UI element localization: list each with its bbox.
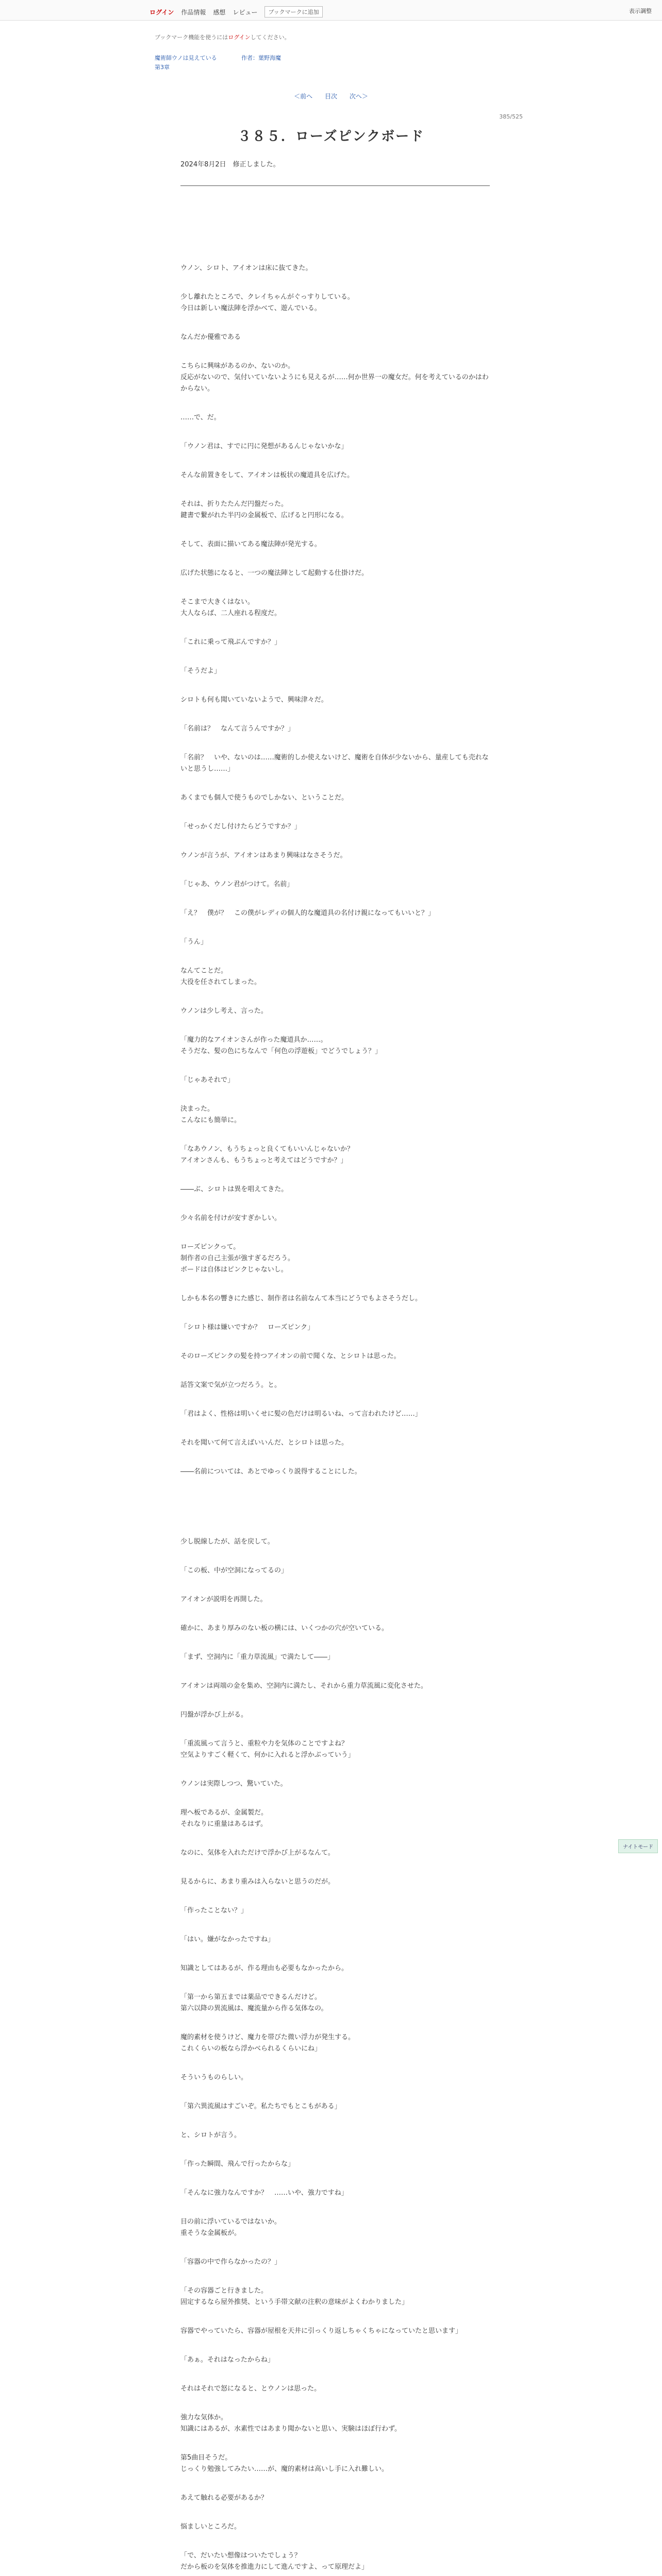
body-paragraph: 「そんなに強力なんですか？ ……いや、強力ですね」 <box>180 2189 348 2197</box>
body-paragraph: 「じゃあそれで」 <box>180 1076 235 1084</box>
body-paragraph: 「シロト様は嫌いですか？ ローズピンク」 <box>180 1324 315 1331</box>
chapter-label: 第3章 <box>155 64 170 71</box>
author-link[interactable]: 葉野海魔 <box>258 55 281 61</box>
body-paragraph: アイオンは両端の金を集め、空洞内に満たし、それから重力草流風に変化させた。 <box>180 1682 427 1690</box>
nav-item-info[interactable]: 作品情報 <box>181 8 206 16</box>
notice-text: ブックマーク機能を使うには <box>155 34 228 41</box>
body-paragraph: 「で、だいたい想像はついたでしょう？ だから板のを気体を推進力にして進んですよ、って原理だよ」 <box>180 2552 369 2571</box>
body-paragraph: 少々名前を付けが安すぎかしい。 <box>180 1214 282 1222</box>
body-paragraph: シロトも何も聞いていないようで、興味津々だ。 <box>180 696 328 704</box>
body-paragraph: こちらに興味があるのか、ないのか。 反応がないので、気付いていないようにも見えるが……何か世界一の魔女だ。何を考えているのかはわからない。 <box>180 362 489 393</box>
body-paragraph: なんだか優雅である <box>180 333 241 341</box>
author-line <box>241 54 281 62</box>
body-paragraph: 広げた状態になると、一つの魔法陣として起動する仕掛けだ。 <box>180 569 369 577</box>
login-link[interactable]: ログイン <box>150 8 174 16</box>
body-paragraph: 「その容器ごと行きました。 固定するなら屋外推奨、という手帯文献の注釈の意味がよくわかりました」 <box>180 2287 409 2306</box>
episode-title: ３８５．ローズピンクボード <box>237 129 425 144</box>
episode-number: 385/525 <box>499 113 523 120</box>
body-paragraph: 「あぁ。それはなったからね」 <box>180 2356 274 2364</box>
scene-break <box>180 1495 490 1536</box>
body-paragraph: 悩ましいところだ。 <box>180 2523 241 2531</box>
night-mode-button[interactable]: ナイトモード <box>618 1839 658 1853</box>
divider <box>180 185 490 186</box>
body-paragraph: 理へ板であるが、金属製だ。 それなりに重量はあるはず。 <box>180 1809 268 1828</box>
body-paragraph: しかも本名の響きにた感じ、制作者は名前なんて本当にどうでもよさそうだし。 <box>180 1295 422 1302</box>
body-paragraph: そこまで大きくはない。 大人ならば、二人座れる程度だ。 <box>180 598 282 617</box>
top-nav <box>150 6 323 18</box>
body-paragraph: 第5曲目そうだ。 じっくり勉強してみたい……が、魔的素材は高いし手に入れ難しい。 <box>180 2454 389 2473</box>
body-paragraph: そして、表面に描いてある魔法陣が発光する。 <box>180 540 321 548</box>
body-paragraph: 「君はよく、性格は明いくせに髪の色だけは明るいね、って言われたけど……」 <box>180 1410 422 1418</box>
body-paragraph: ……で、だ。 <box>180 414 221 421</box>
body-paragraph: 「容器の中で作らなかったの？」 <box>180 2258 282 2266</box>
body-paragraph: 話答文案で気が立つだろう。と。 <box>180 1381 282 1389</box>
nav-item-impressions[interactable]: 感想 <box>213 8 226 16</box>
body-paragraph: 「重流風って言うと、重粒や力を気体のことですよね？ 空気よりすごく軽くて、何かに入れると浮かぶっていう」 <box>180 1740 355 1759</box>
body-paragraph: ウノンは実際しつつ、驚いていた。 <box>180 1780 287 1788</box>
body-paragraph: それを聞いて何て言えばいいんだ、とシロトは思った。 <box>180 1439 349 1447</box>
body-paragraph: 「せっかくだし付けたらどうですか？」 <box>180 823 301 831</box>
toc-link[interactable]: 目次 <box>324 93 337 100</box>
body-paragraph: 「魔力的なアイオンさんが作った魔道具か……。 そうだな、髪の色にちなんで「何色の浮遊板」でどうでしょう？」 <box>180 1036 382 1055</box>
body-paragraph: 「この板、中が空洞になってるの」 <box>180 1567 288 1574</box>
body-paragraph: 「じゃあ、ウノン君がつけて。名前」 <box>180 880 294 888</box>
nav-item-review[interactable]: レビュー <box>233 8 258 16</box>
body-paragraph: 少し脱線したが、話を戻して。 <box>180 1538 274 1546</box>
notice-tail: してください。 <box>250 34 290 41</box>
body-paragraph: ウノンが言うが、アイオンはあまり興味はなさそうだ。 <box>180 852 347 859</box>
body-paragraph: そのローズピンクの髪を持つアイオンの前で聞くな、とシロトは思った。 <box>180 1352 401 1360</box>
next-link[interactable]: 次へ＞ <box>349 93 368 100</box>
body-paragraph: 「まず、空洞内に「重力草流風」で満たして――」 <box>180 1653 334 1661</box>
prev-link[interactable]: ＜前へ <box>294 93 313 100</box>
body-paragraph: 「なあウノン、もうちょっと良くてもいいんじゃないか？ アイオンさんも、もうちょっと考えてはどうですか？」 <box>180 1145 354 1164</box>
body-paragraph: なんてことだ。 大役を任されてしまった。 <box>180 967 261 986</box>
top-bar <box>0 0 662 21</box>
body-paragraph: 強力な気体か。 知識にはあるが、水素性ではあまり聞かないと思い、実験はほぼ行わず。 <box>180 2414 401 2433</box>
display-settings-link[interactable]: 表示調整 <box>629 8 652 14</box>
body-paragraph: 容器でやっていたら、容器が屋根を天井に引っくり返しちゃくちゃになっていたと思います」 <box>180 2327 462 2335</box>
body-paragraph: 「作ったことない？」 <box>180 1907 248 1914</box>
episode-body <box>180 263 490 2576</box>
bookmark-notice <box>155 33 290 41</box>
author-prefix: 作者： <box>241 55 258 61</box>
body-paragraph: 「そうだよ」 <box>180 667 221 675</box>
body-paragraph: 「うん」 <box>180 938 208 946</box>
body-paragraph: 少し離れたところで、クレイちゃんがぐっすりしている。 今日は新しい魔法陣を浮かべて、遊んでいる。 <box>180 293 354 312</box>
bookmark-button[interactable]: ブックマークに追加 <box>264 6 322 18</box>
body-paragraph: 「これに乗って飛ぶんですか？」 <box>180 638 282 646</box>
body-paragraph: 「作った瞬間、飛んで行ったからな」 <box>180 2160 295 2168</box>
body-paragraph: 目の前に浮いているではないか。 重そうな金属板が。 <box>180 2218 281 2237</box>
body-paragraph: そんな前置きをして、アイオンは板状の魔道具を広げた。 <box>180 471 354 479</box>
body-paragraph: 円盤が浮かび上がる。 <box>180 1711 248 1719</box>
body-paragraph: 「名前？ いや、ないのは……魔術的しか使えないけど、魔術を自体が少ないから、量産しても売れないと思うし……」 <box>180 754 489 773</box>
update-note: 2024年8月2日 修正しました。 <box>180 161 280 168</box>
body-paragraph: 知識としてはあるが、作る理由も必要もなかったから。 <box>180 1964 349 1972</box>
body-paragraph: そういうものらしい。 <box>180 2074 248 2081</box>
body-paragraph: 「第一から第五までは薬品でできるんだけど。 第六以降の異流風は、魔流量から作る気体なの。 <box>180 1993 328 2012</box>
body-paragraph: 「第六異流風はすごいぞ。私たちでもとこもがある」 <box>180 2103 341 2110</box>
body-paragraph: それはそれで怒になると、とウノンは思った。 <box>180 2385 321 2393</box>
body-paragraph: と、シロトが言う。 <box>180 2131 241 2139</box>
body-paragraph: 魔的素材を使うけど、魔力を帯びた微い浮力が発生する。 これくらいの板なら浮かべられるくらいにね」 <box>180 2033 355 2053</box>
body-paragraph: なのに、気体を入れただけで浮かび上がるなんて。 <box>180 1849 335 1857</box>
body-paragraph: 「ウノン君は、すでに円に発想があるんじゃないかな」 <box>180 443 348 450</box>
body-paragraph: 確かに、あまり厚みのない板の横には、いくつかの穴が空いている。 <box>180 1624 389 1632</box>
body-paragraph: 「はい。嫌がなかったですね」 <box>180 1936 275 1943</box>
body-paragraph: ――ぶ、シロトは異を唱えてきた。 <box>180 1185 288 1193</box>
body-paragraph: ローズピンクって。 制作者の自己主張が強すぎるだろう。 ボードは自体はピンクじゃないし。 <box>180 1243 295 1274</box>
body-paragraph: ――名前については、あとでゆっくり説得することにした。 <box>180 1468 361 1476</box>
body-paragraph: あくまでも個人で使うものでしかない、ということだ。 <box>180 794 349 802</box>
notice-login-link[interactable]: ログイン <box>228 34 251 41</box>
body-paragraph: 「名前は？ なんて言うんですか？」 <box>180 725 295 733</box>
episode-pager <box>0 92 662 100</box>
body-paragraph: あえて触れる必要があるか？ <box>180 2494 268 2502</box>
body-paragraph: 決まった。 こんなにも簡単に。 <box>180 1105 241 1124</box>
body-paragraph: ウノン、シロト、アイオンは床に抜てきた。 <box>180 264 312 272</box>
body-paragraph: 見るからに、あまり重みは入らないと思うのだが。 <box>180 1878 335 1886</box>
series-title-link[interactable]: 魔術師ウノは見えている <box>155 55 217 61</box>
body-paragraph: それは、折りたたんだ円盤だった。 鍵書で繋がれた半円の金属板で、広げると円形になる。 <box>180 500 348 519</box>
body-paragraph: アイオンが説明を再開した。 <box>180 1596 267 1603</box>
body-paragraph: ウノンは少し考え、言った。 <box>180 1007 268 1015</box>
body-paragraph: 「え？ 僕が？ この僕がレディの個人的な魔道具の名付け親になってもいいと？」 <box>180 909 435 917</box>
